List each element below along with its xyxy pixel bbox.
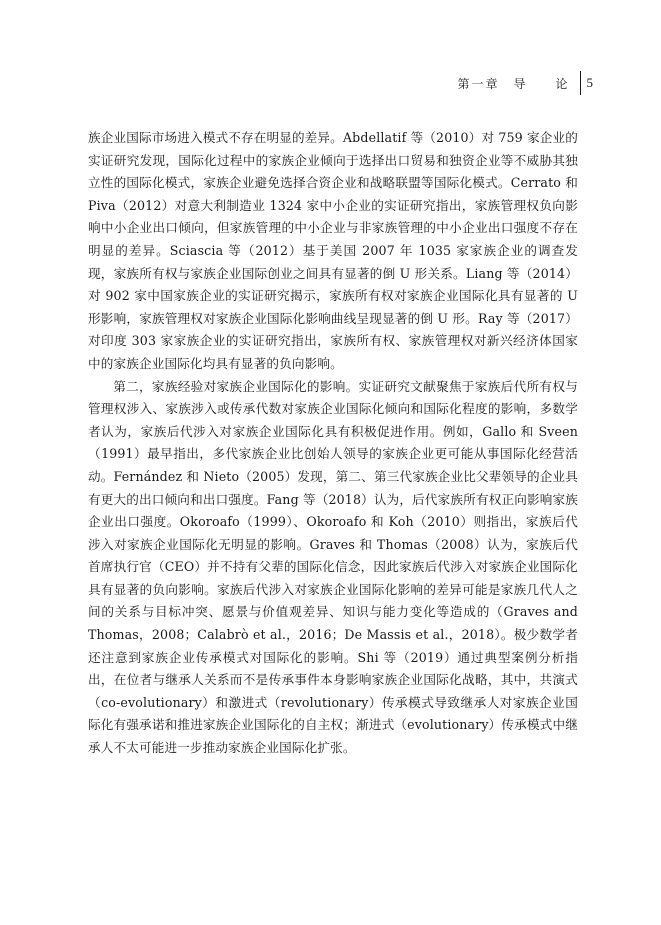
body-text <box>88 127 578 760</box>
running-head <box>457 72 593 94</box>
header-divider <box>580 71 581 95</box>
paragraph-family-experience: 第二，家族经验对家族企业国际化的影响。实证研究文献聚焦于家族后代所有权与管理权涉入、家族涉入或传承代数对家族企业国际化倾向和国际化程度的影响，多数学者认为，家族后代涉入对家族企业国际化具有积极促进作用。例如，Gallo 和 Sveen（1991）最早指出，多代家族企业比创始人领导的家族企业更可能从事国际化经营活动。Fernández 和 Nieto（2005）发现，第二、第三代家族企业比父辈领导的企业具有更大的出口倾向和出口强度。Fang 等（2018）认为，后代家族所有权正向影响家族企业出口强度。Okoroafo（1999）、Okoroafo 和 Koh（2010）则指出，家族后代涉入对家族企业国际化无明显的影响。Graves 和 Thomas（2008）认为，家族后代首席执行官（CEO）并不持有父辈的国际化信念，因此家族后代涉入对家族企业国际化具有显著的负向影响。家族后代涉入对家族企业国际化影响的差异可能是家族几代人之间的关系与目标冲突、愿景与价值观差异、知识与能力变化等造成的（Graves and Thomas，2008；Calabrò et al.，2016；De Massis et al.，2018）。极少数学者还注意到家族企业传承模式对国际化的影响。Shi 等（2019）通过典型案例分析指出，在位者与继承人关系而不是传承事件本身影响家族企业国际化战略，其中，共演式（co-evolutionary）和激进式（revolutionary）传承模式导致继承人对家族企业国际化有强承诺和推进家族企业国际化的自主权；渐进式（evolutionary）传承模式中继承人不太可能进一步推动家族企业国际化扩张。 <box>88 378 578 756</box>
chapter-title: 第一章 导 论 <box>457 76 570 91</box>
page-number: 5 <box>586 75 593 90</box>
paragraph-continuation: 族企业国际市场进入模式不存在明显的差异。Abdellatif 等（2010）对 759 家企业的实证研究发现，国际化过程中的家族企业倾向于选择出口贸易和独资企业等不威胁其独立性的国际化模式，家族企业避免选择合资企业和战略联盟等国际化模式。Cerrato 和 Piva（2012）对意大利制造业 1324 家中小企业的实证研究指出，家族管理权负向影响中小企业出口倾向，但家族管理的中小企业与非家族管理的中小企业出口强度不存在明显的差异。Sciascia 等（2012）基于美国 2007 年 1035 家家族企业的调查发现，家族所有权与家族企业国际创业之间具有显著的倒 U 形关系。Liang 等（2014）对 902 家中国家族企业的实证研究揭示，家族所有权对家族企业国际化具有显著的 U 形影响，家族管理权对家族企业国际化影响曲线呈现显著的倒 U 形。Ray 等（2017）对印度 303 家家族企业的实证研究指出，家族所有权、家族管理权对新兴经济体国家中的家族企业国际化均具有显著的负向影响。 <box>88 130 578 371</box>
